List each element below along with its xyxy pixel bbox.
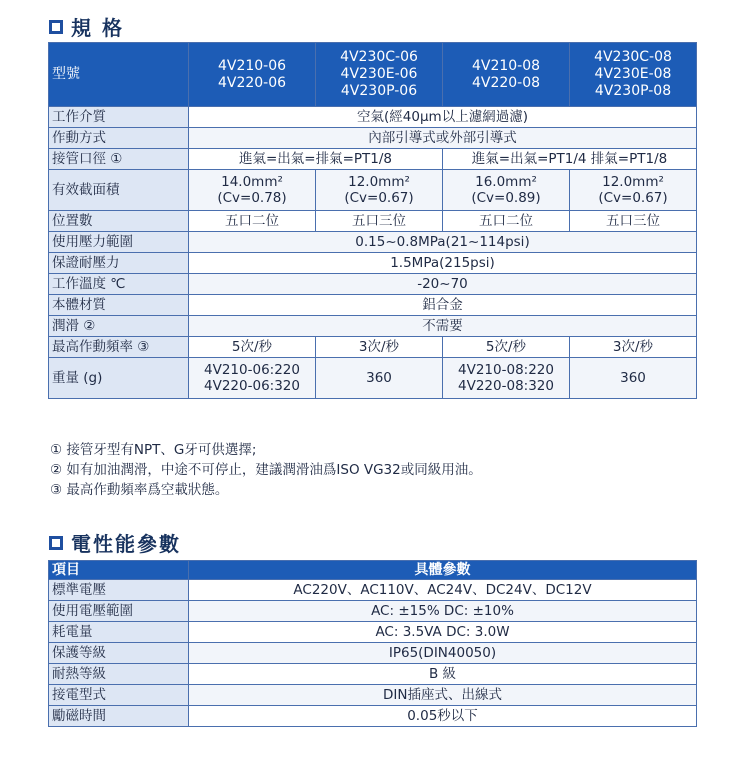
electrical-table (48, 560, 697, 727)
table-row (49, 580, 697, 601)
table-row (49, 253, 697, 274)
row-label: 工作溫度 ℃ (49, 274, 189, 295)
row-value: 空氣(經40μm以上濾網過濾) (189, 107, 697, 128)
table-row (49, 149, 697, 170)
row-value: IP65(DIN40050) (189, 643, 697, 664)
header-param: 具體參數 (189, 561, 697, 580)
row-label: 有效截面積 (49, 170, 189, 211)
elec-title-text: 電性能參數 (71, 532, 181, 556)
row-value: -20~70 (189, 274, 697, 295)
row-label: 重量 (g) (49, 358, 189, 399)
table-row (49, 685, 697, 706)
row-label: 最高作動頻率 ③ (49, 337, 189, 358)
row-label: 位置數 (49, 211, 189, 232)
row-label: 標準電壓 (49, 580, 189, 601)
row-value: 1.5MPa(215psi) (189, 253, 697, 274)
table-row (49, 337, 697, 358)
table-row (49, 211, 697, 232)
row-value: 12.0mm² (Cv=0.67) (570, 170, 697, 211)
row-value: 五口二位 (443, 211, 570, 232)
model-group-3: 4V210-08 4V220-08 (443, 43, 570, 107)
row-value: 五口二位 (189, 211, 316, 232)
footnote-3: ③ 最高作動頻率爲空載狀態。 (50, 482, 229, 498)
row-value: 5次/秒 (189, 337, 316, 358)
row-label: 作動方式 (49, 128, 189, 149)
row-label: 保證耐壓力 (49, 253, 189, 274)
row-label: 保護等級 (49, 643, 189, 664)
elec-section-title (49, 528, 181, 557)
table-row (49, 274, 697, 295)
row-label: 工作介質 (49, 107, 189, 128)
elec-header-row (49, 561, 697, 580)
row-label: 使用壓力範圍 (49, 232, 189, 253)
row-value: B 級 (189, 664, 697, 685)
row-value: 進氣=出氣=PT1/4 排氣=PT1/8 (443, 149, 697, 170)
row-value: 進氣=出氣=排氣=PT1/8 (189, 149, 443, 170)
table-row (49, 232, 697, 253)
row-value: 4V210-06:220 4V220-06:320 (189, 358, 316, 399)
model-header-row (49, 43, 697, 107)
spec-section-title (49, 12, 124, 41)
row-value: 14.0mm² (Cv=0.78) (189, 170, 316, 211)
row-value: 五口三位 (570, 211, 697, 232)
row-value: 360 (316, 358, 443, 399)
row-value: 12.0mm² (Cv=0.67) (316, 170, 443, 211)
row-value: 0.05秒以下 (189, 706, 697, 727)
row-value: AC: 3.5VA DC: 3.0W (189, 622, 697, 643)
row-value: 0.15~0.8MPa(21~114psi) (189, 232, 697, 253)
model-group-4: 4V230C-08 4V230E-08 4V230P-08 (570, 43, 697, 107)
row-value: 不需要 (189, 316, 697, 337)
row-value: 3次/秒 (570, 337, 697, 358)
row-label: 耗電量 (49, 622, 189, 643)
row-value: AC220V、AC110V、AC24V、DC24V、DC12V (189, 580, 697, 601)
model-group-2: 4V230C-06 4V230E-06 4V230P-06 (316, 43, 443, 107)
row-value: 3次/秒 (316, 337, 443, 358)
row-value: 5次/秒 (443, 337, 570, 358)
table-row (49, 706, 697, 727)
model-group-1: 4V210-06 4V220-06 (189, 43, 316, 107)
table-row (49, 170, 697, 211)
square-bullet-icon (49, 536, 63, 550)
table-row (49, 664, 697, 685)
footnotes (50, 440, 482, 500)
row-label: 潤滑 ② (49, 316, 189, 337)
header-item: 項目 (49, 561, 189, 580)
table-row (49, 622, 697, 643)
table-row (49, 643, 697, 664)
spec-table (48, 42, 697, 399)
row-value: 16.0mm² (Cv=0.89) (443, 170, 570, 211)
row-value: DIN插座式、出線式 (189, 685, 697, 706)
spec-title-text: 規 格 (71, 16, 124, 40)
row-value: 鋁合金 (189, 295, 697, 316)
table-row (49, 601, 697, 622)
table-row (49, 295, 697, 316)
row-value: 4V210-08:220 4V220-08:320 (443, 358, 570, 399)
row-label: 接電型式 (49, 685, 189, 706)
row-label: 耐熱等級 (49, 664, 189, 685)
row-value: 五口三位 (316, 211, 443, 232)
row-value: 360 (570, 358, 697, 399)
row-label: 勵磁時間 (49, 706, 189, 727)
footnote-1: ① 接管牙型有NPT、G牙可供選擇; (50, 442, 257, 458)
row-value: AC: ±15% DC: ±10% (189, 601, 697, 622)
table-row (49, 316, 697, 337)
table-row (49, 358, 697, 399)
footnote-2: ② 如有加油潤滑，中途不可停止，建議潤滑油爲ISO VG32或同級用油。 (50, 462, 482, 478)
model-label: 型號 (49, 43, 189, 107)
row-value: 內部引導式或外部引導式 (189, 128, 697, 149)
square-bullet-icon (49, 20, 63, 34)
table-row (49, 107, 697, 128)
row-label: 接管口徑 ① (49, 149, 189, 170)
row-label: 本體材質 (49, 295, 189, 316)
table-row (49, 128, 697, 149)
row-label: 使用電壓範圍 (49, 601, 189, 622)
